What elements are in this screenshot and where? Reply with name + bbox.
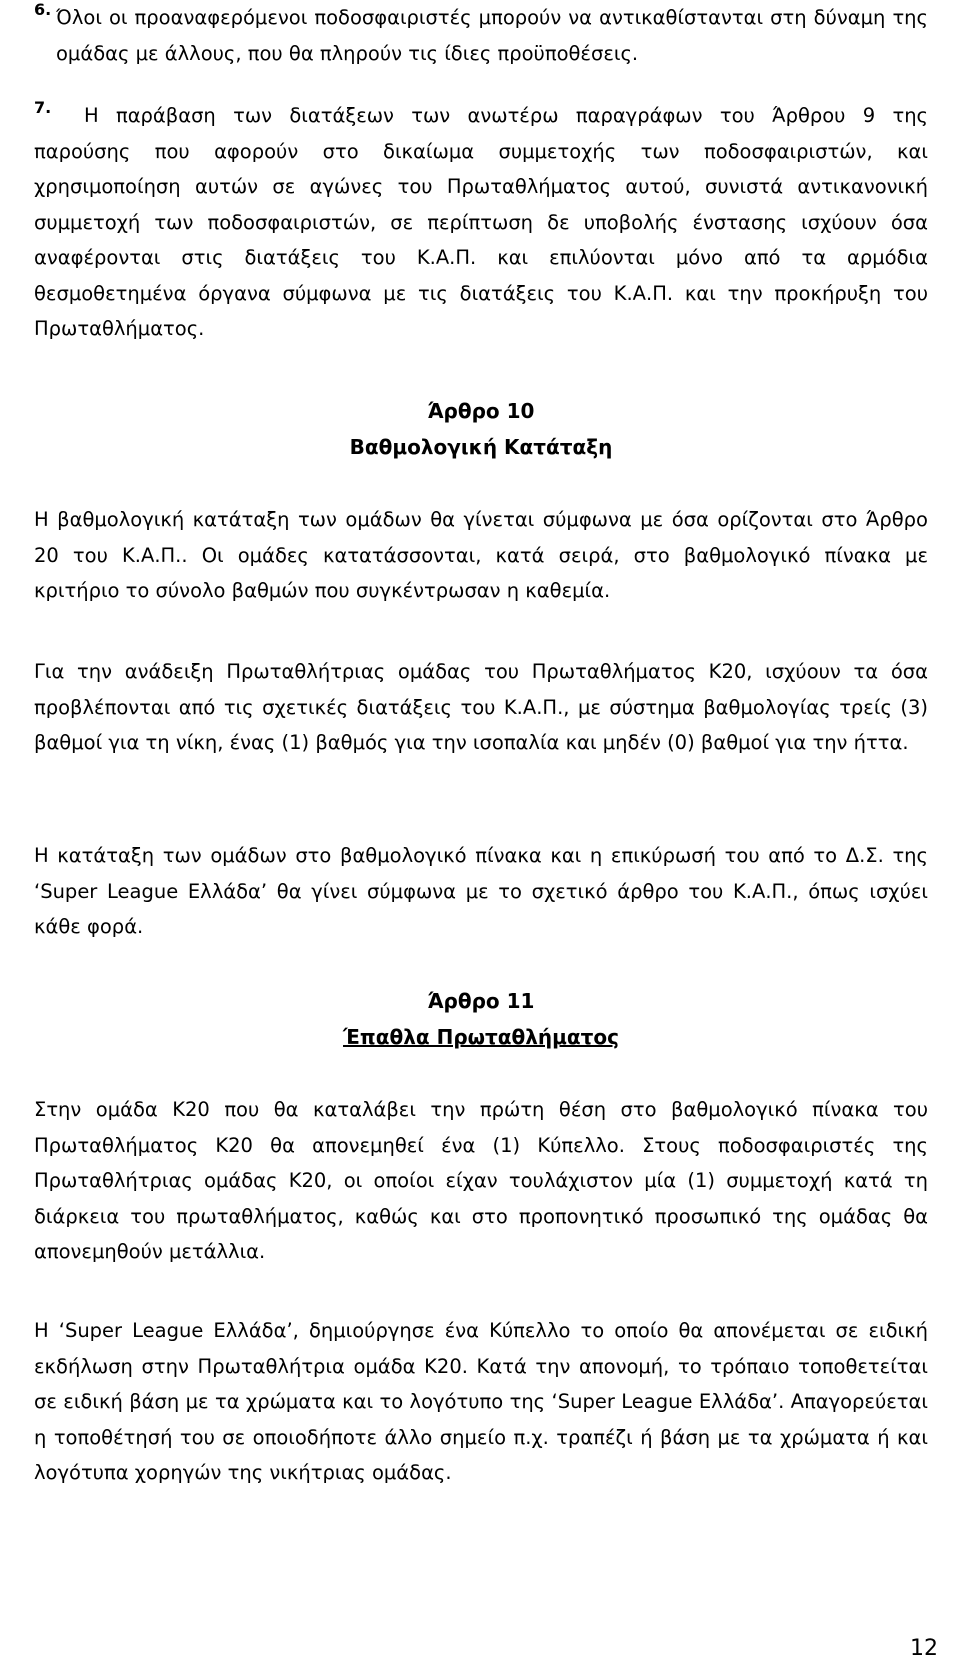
- article-11-paragraph-2: Η ‘Super League Ελλάδα’, δημιούργησε ένα Κύπελλο το οποίο θα απονέμεται σε ειδική εκδήλωση στην Πρωταθλήτρια ομάδα Κ20. Κατά την απονομή, το τρόπαιο τοποθετείται σε ειδική βάση με τα χρώματα και το λογότυπο της ‘Super League Ελλάδα’. Απαγορεύεται η τοποθέτησή του σε οποιοδήποτε άλλο σημείο π.χ. τραπέζι ή βάση με τα χρώματα ή και λογότυπα χορηγών της νικήτριας ομάδας.: [34, 1319, 928, 1484]
- item-text-first: Η παράβαση των διατάξεων των ανωτέρω παραγράφων του Άρθρου 9 της: [84, 104, 928, 127]
- item-number: 7.: [34, 98, 52, 117]
- article-10-paragraph-2: Για την ανάδειξη Πρωταθλήτριας ομάδας του Πρωταθλήματος Κ20, ισχύουν τα όσα προβλέπονται από τις σχετικές διατάξεις του Κ.Α.Π., με σύστημα βαθμολογίας τρείς (3) βαθμοί για τη νίκη, ένας (1) βαθμός για την ισοπαλία και μηδέν (0) βαθμοί για την ήττα.: [34, 660, 928, 754]
- article-11-paragraph-1: Στην ομάδα Κ20 που θα καταλάβει την πρώτη θέση στο βαθμολογικό πίνακα του Πρωταθλήματος Κ20 θα απονεμηθεί ένα (1) Κύπελλο. Στους ποδοσφαιριστές της Πρωταθλήτριας ομάδας Κ20, οι οποίοι είχαν τουλάχιστον μία (1) συμμετοχή κατά τη διάρκεια του πρωταθλήματος, καθώς και στο προπονητικό προσωπικό της ομάδας θα απονεμηθούν μετάλλια.: [34, 1098, 928, 1263]
- list-item-7: [34, 98, 928, 347]
- article-number: Άρθρο 11: [427, 989, 535, 1013]
- article-10-paragraph-3: Η κατάταξη των ομάδων στο βαθμολογικό πίνακα και η επικύρωσή του από το Δ.Σ. της ‘Super League Ελλάδα’ θα γίνει σύμφωνα με το σχετικό άρθρο του Κ.Α.Π., όπως ισχύει κάθε φορά.: [34, 844, 928, 938]
- page-number: 12: [910, 1636, 938, 1661]
- article-11: [34, 983, 928, 1055]
- article-title: Έπαθλα Πρωταθλήματος: [343, 1025, 619, 1049]
- article-number: Άρθρο 10: [427, 399, 535, 423]
- item-text: Όλοι οι προαναφερόμενοι ποδοσφαιριστές μπορούν να αντικαθίστανται στη δύναμη της ομάδας με άλλους, που θα πληρούν τις ίδιες προϋποθέσεις.: [56, 6, 928, 65]
- item-first-line: [34, 98, 928, 134]
- article-10: [34, 393, 928, 465]
- item-number: 6.: [34, 0, 52, 19]
- item-text-rest: παρούσης που αφορούν στο δικαίωμα συμμετοχής των ποδοσφαιριστών, και χρησιμοποίηση αυτών σε αγώνες του Πρωταθλήματος αυτού, συνιστά αντικανονική συμμετοχή των ποδοσφαιριστών, σε περίπτωση δε υποβολής ένστασης ισχύουν όσα αναφέρονται στις διατάξεις του Κ.Α.Π. και επιλύονται μόνο από τα αρμόδια θεσμοθετημένα όργανα σύμφωνα με τις διατάξεις του Κ.Α.Π. και την προκήρυξη του Πρωταθλήματος.: [34, 139, 928, 340]
- article-title: Βαθμολογική Κατάταξη: [349, 435, 613, 459]
- list-item-6: [34, 0, 928, 71]
- article-10-paragraph-1: Η βαθμολογική κατάταξη των ομάδων θα γίνεται σύμφωνα με όσα ορίζονται στο Άρθρο 20 του Κ.Α.Π.. Οι ομάδες κατατάσσονται, κατά σειρά, στο βαθμολογικό πίνακα με κριτήριο το σύνολο βαθμών που συγκέντρωσαν η καθεμία.: [34, 508, 928, 602]
